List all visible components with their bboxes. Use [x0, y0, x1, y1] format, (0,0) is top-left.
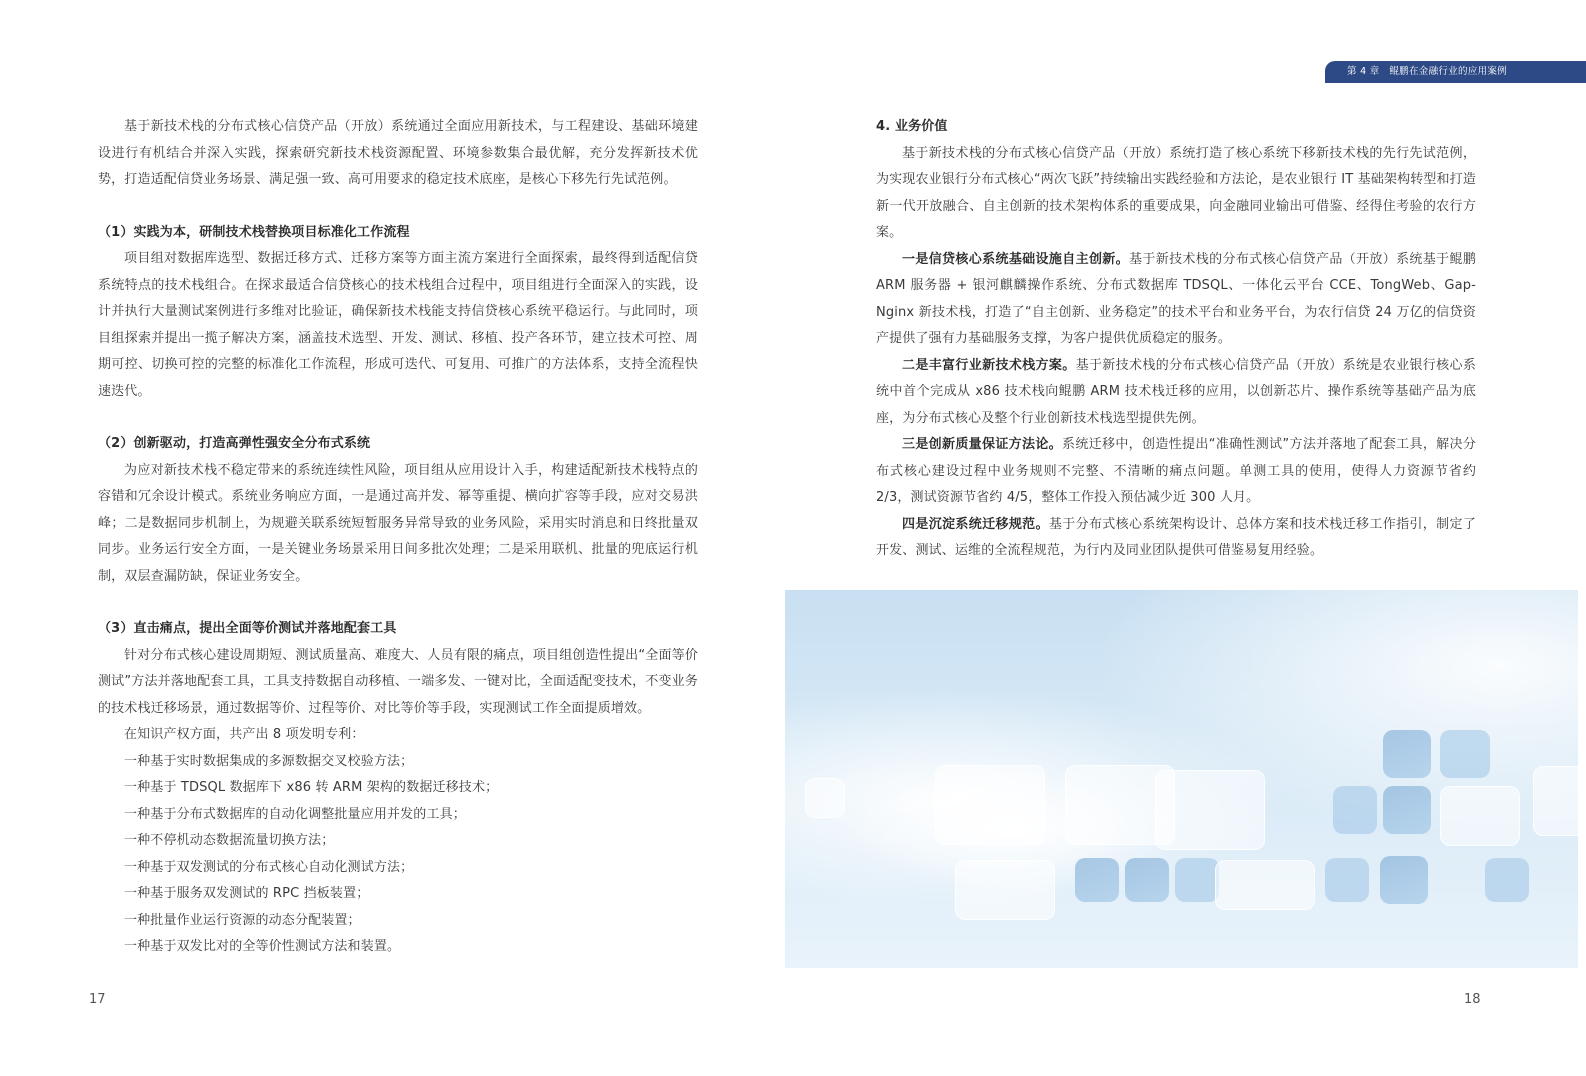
- decor-tile: [1175, 858, 1219, 902]
- decor-tile: [1380, 856, 1428, 904]
- value-point-1: [876, 247, 1476, 353]
- value-point-3-lead: 三是创新质量保证方法论。: [902, 437, 1063, 452]
- intro-paragraph: 基于新技术栈的分布式核心信贷产品（开放）系统通过全面应用新技术，与工程建设、基础环境建设进行有机结合并深入实践，探索研究新技术栈资源配置、环境参数集合最优解，充分发挥新技术优势，打造适配信贷业务场景、满足强一致、高可用要求的稳定技术底座，是核心下移先行先试范例。: [98, 119, 698, 187]
- right-page: [793, 0, 1586, 1076]
- section-3-heading: （3）直击痛点，提出全面等价测试并落地配套工具: [98, 621, 397, 636]
- patent-item: 一种基于分布式数据库的自动化调整批量应用并发的工具；: [124, 806, 466, 822]
- value-point-3: [876, 432, 1476, 512]
- patent-item: 一种基于服务双发测试的 RPC 挡板装置；: [124, 886, 370, 901]
- decor-tile: [1440, 786, 1520, 846]
- value-point-3-body: 系统迁移中，创造性提出“准确性测试”方法并落地了配套工具，解决分布式核心建设过程中业务规则不完整、不清晰的痛点问题。单测工具的使用，使得人力资源节省约 2/3，测试资源节省约 4/5，整体工作投入预估减少近 300 人月。: [876, 437, 1476, 505]
- patent-item: 一种基于双发测试的分布式核心自动化测试方法；: [124, 859, 414, 875]
- right-text-column: [876, 114, 1476, 565]
- section-3-body: 针对分布式核心建设周期短、测试质量高、难度大、人员有限的痛点，项目组创造性提出“全面等价测试”方法并落地配套工具，工具支持数据自动移植、一端多发、一键对比，全面适配变技术，不变业务的技术栈迁移场景，通过数据等价、过程等价、对比等价等手段，实现测试工作全面提质增效。: [98, 647, 698, 716]
- decor-tile: [1333, 786, 1377, 834]
- value-point-4: [876, 512, 1476, 565]
- decor-tile: [1383, 786, 1431, 834]
- business-value-heading: 4. 业务价值: [876, 119, 948, 134]
- decor-tile: [955, 860, 1055, 920]
- patent-item: 一种基于双发比对的全等价性测试方法和装置。: [124, 939, 401, 954]
- value-point-4-lead: 四是沉淀系统迁移规范。: [902, 516, 1049, 532]
- business-value-intro: 基于新技术栈的分布式核心信贷产品（开放）系统打造了核心系统下移新技术栈的先行先试范例，为实现农业银行分布式核心“两次飞跃”持续输出实践经验和方法论，是农业银行 IT 基础架构转型和打造新一代开放融合、自主创新的技术架构体系的重要成果，向金融同业输出可借鉴、经得住考验的农行方案。: [876, 145, 1476, 240]
- value-point-1-body: 基于新技术栈的分布式核心信贷产品（开放）系统基于鲲鹏 ARM 服务器 + 银河麒麟操作系统、分布式数据库 TDSQL、一体化云平台 CCE、TongWeb、Gap-Nginx 新技术栈，打造了“自主创新、业务稳定”的技术平台和业务平台，为农行信贷 24 万亿的信贷资产提供了强有力基础服务支撑，为客户提供优质稳定的服务。: [876, 251, 1476, 346]
- left-text-column: [98, 114, 698, 961]
- decor-tile: [1325, 858, 1369, 902]
- decor-tile: [935, 765, 1045, 845]
- decor-tile: [1215, 860, 1315, 910]
- page-number-right: 18: [1464, 992, 1481, 1007]
- decor-tile: [1383, 730, 1431, 778]
- value-point-4-body: 基于分布式核心系统架构设计、总体方案和技术栈迁移工作指引，制定了开发、测试、运维的全流程规范，为行内及同业团队提供可借鉴易复用经验。: [876, 516, 1476, 558]
- patent-item: 一种不停机动态数据流量切换方法；: [124, 833, 335, 848]
- patent-list: [98, 749, 698, 961]
- value-point-2: [876, 353, 1476, 433]
- section-1-heading: （1）实践为本，研制技术栈替换项目标准化工作流程: [98, 224, 410, 240]
- decor-tile: [805, 778, 845, 818]
- patent-item: 一种批量作业运行资源的动态分配装置；: [124, 912, 361, 928]
- page-number-left: 17: [89, 992, 106, 1007]
- decor-tile: [1125, 858, 1169, 902]
- section-1-body: 项目组对数据库选型、数据迁移方式、迁移方案等方面主流方案进行全面探索，最终得到适配信贷系统特点的技术栈组合。在探求最适合信贷核心的技术栈组合过程中，项目组进行全面深入的实践，设计并执行大量测试案例进行多维对比验证，确保新技术栈能支持信贷核心系统平稳运行。与此同时，项目组探索并提出一揽子解决方案，涵盖技术选型、开发、测试、移植、投产各环节，建立技术可控、周期可控、切换可控的完整的标准化工作流程，形成可迭代、可复用、可推广的方法体系，支持全流程快速迭代。: [98, 251, 698, 399]
- chapter-tab: 第 4 章 鲲鹏在金融行业的应用案例: [1325, 61, 1586, 83]
- section-2-heading: （2）创新驱动，打造高弹性强安全分布式系统: [98, 436, 371, 451]
- value-point-2-body: 基于新技术栈的分布式核心信贷产品（开放）系统是农业银行核心系统中首个完成从 x86 技术栈向鲲鹏 ARM 技术栈迁移的应用，以创新芯片、操作系统等基础产品为底座，为分布式核心及整个行业创新技术栈选型提供先例。: [876, 357, 1476, 426]
- decor-tile: [1155, 770, 1265, 850]
- section-2-body: 为应对新技术栈不稳定带来的系统连续性风险，项目组从应用设计入手，构建适配新技术栈特点的容错和冗余设计模式。系统业务响应方面，一是通过高并发、幂等重提、横向扩容等手段，应对交易洪峰；二是数据同步机制上，为规避关联系统短暂服务异常导致的业务风险，采用实时消息和日终批量双同步。业务运行安全方面，一是关键业务场景采用日间多批次处理；二是采用联机、批量的兜底运行机制，双层查漏防缺，保证业务安全。: [98, 462, 698, 584]
- patents-intro: 在知识产权方面，共产出 8 项发明专利：: [124, 727, 365, 742]
- decorative-tech-background: [785, 590, 1578, 968]
- patent-item: 一种基于实时数据集成的多源数据交叉校验方法；: [124, 753, 414, 769]
- decor-tile: [1533, 766, 1578, 836]
- decor-tile: [1440, 730, 1490, 778]
- decor-tile: [1075, 858, 1119, 902]
- value-point-2-lead: 二是丰富行业新技术栈方案。: [902, 357, 1076, 373]
- patent-item: 一种基于 TDSQL 数据库下 x86 转 ARM 架构的数据迁移技术；: [124, 780, 499, 795]
- decor-tile: [1485, 858, 1529, 902]
- value-point-1-lead: 一是信贷核心系统基础设施自主创新。: [902, 251, 1130, 267]
